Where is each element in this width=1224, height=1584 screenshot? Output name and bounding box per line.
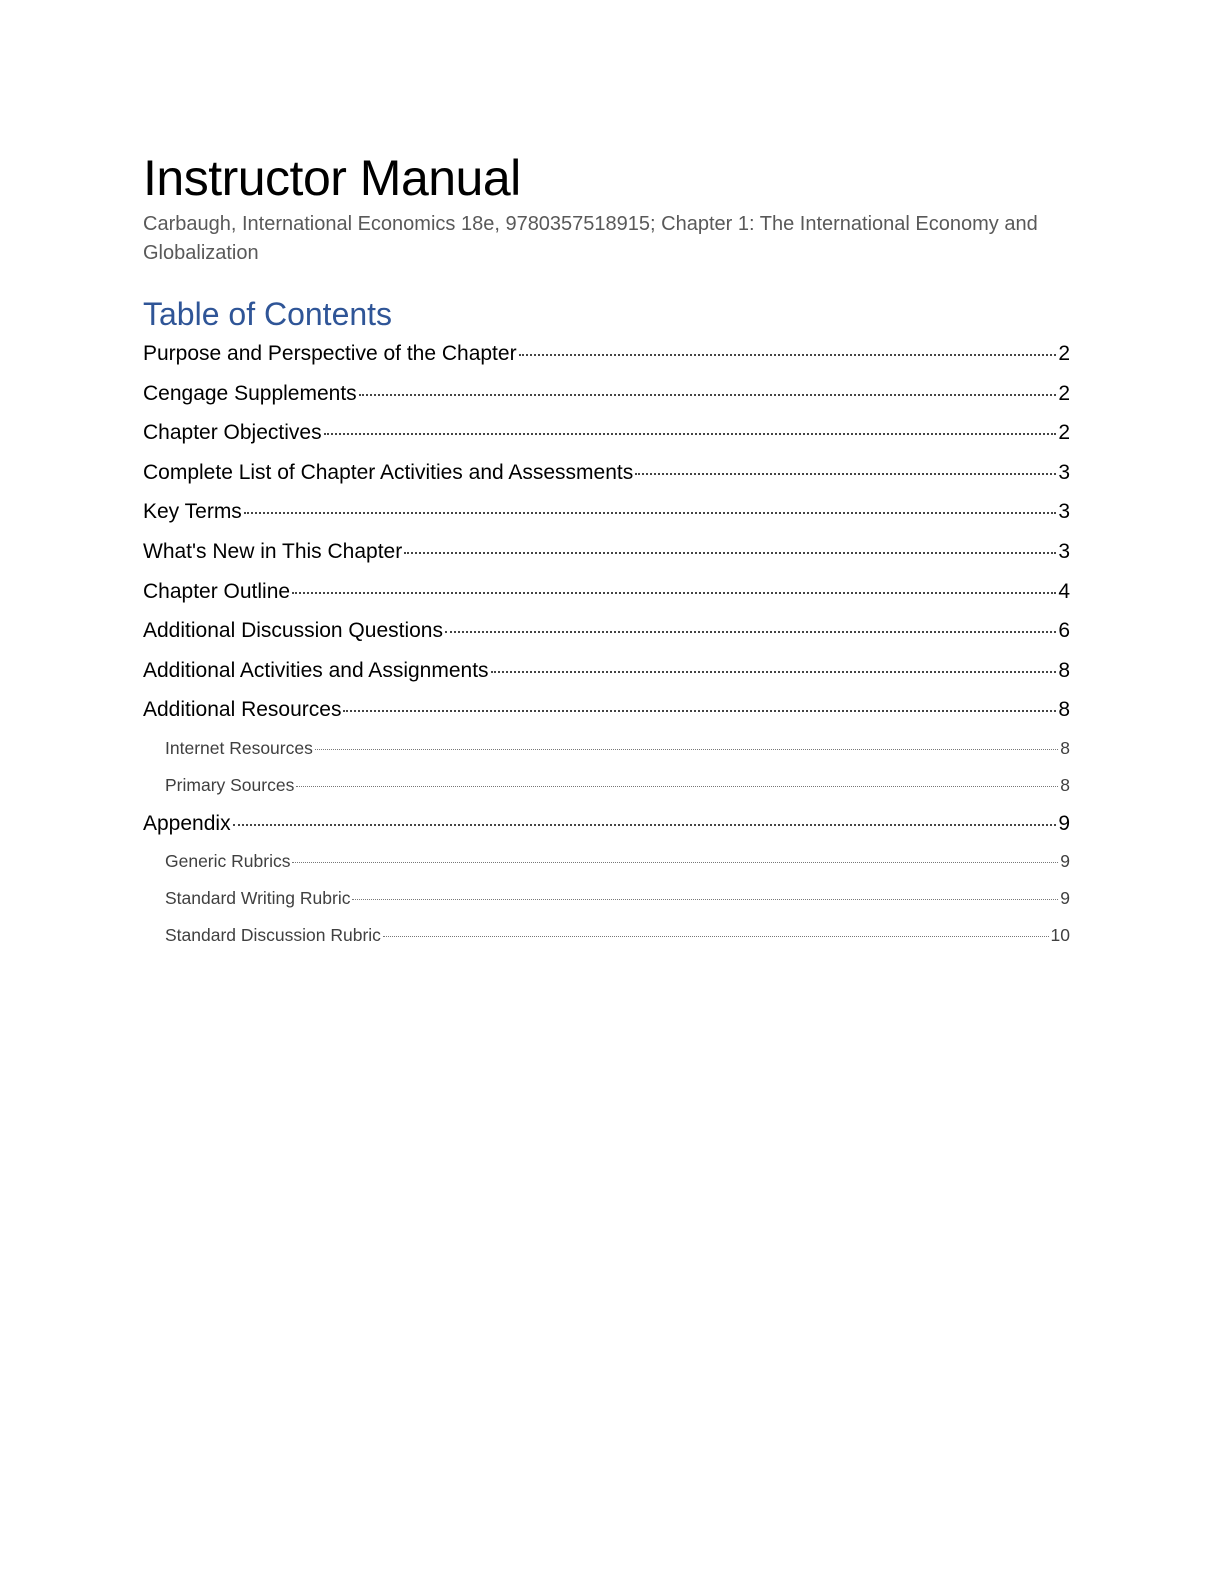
- toc-entry[interactable]: [143, 532, 1070, 572]
- toc-subentry[interactable]: [143, 730, 1070, 767]
- toc-page-number: 2: [1058, 421, 1070, 445]
- page-content: [143, 148, 1070, 954]
- document-title: Instructor Manual: [143, 150, 521, 206]
- toc-entry-label: Standard Discussion Rubric: [165, 924, 381, 945]
- toc-page-number: 2: [1058, 342, 1070, 365]
- toc-dot-leader: [445, 610, 1056, 633]
- toc-page-number: 3: [1058, 460, 1070, 484]
- toc-dot-leader: [359, 373, 1057, 396]
- toc-page-number: 8: [1060, 737, 1070, 758]
- toc-entry-label: Chapter Outline: [143, 579, 291, 603]
- toc-dot-leader: [315, 731, 1058, 750]
- toc-entry-label: Additional Activities and Assignments: [143, 658, 489, 682]
- table-of-contents: [143, 334, 1070, 954]
- toc-dot-leader: [404, 531, 1056, 554]
- toc-entry[interactable]: [143, 453, 1070, 493]
- toc-entry[interactable]: [143, 413, 1070, 453]
- toc-dot-leader: [233, 803, 1057, 826]
- toc-page-number: 10: [1050, 924, 1070, 945]
- toc-dot-leader: [296, 768, 1058, 787]
- document-subtitle: Carbaugh, International Economics 18e, 9780357518915; Chapter 1: The International Economy and Globalization: [143, 213, 1038, 264]
- toc-entry[interactable]: [143, 334, 1070, 374]
- toc-entry[interactable]: [143, 492, 1070, 532]
- toc-entry-label: Complete List of Chapter Activities and Assessments: [143, 460, 634, 484]
- toc-heading: Table of Contents: [143, 296, 393, 332]
- toc-entry-label: Purpose and Perspective of the Chapter: [143, 342, 517, 365]
- toc-dot-leader: [324, 412, 1057, 435]
- toc-page-number: 9: [1058, 811, 1070, 835]
- toc-entry-label: Primary Sources: [165, 774, 295, 795]
- toc-entry[interactable]: [143, 572, 1070, 612]
- toc-page-number: 3: [1058, 539, 1070, 563]
- toc-dot-leader: [519, 333, 1057, 356]
- toc-entry[interactable]: [143, 690, 1070, 730]
- toc-entry-label: Additional Resources: [143, 698, 342, 722]
- toc-subentry[interactable]: [143, 767, 1070, 804]
- toc-entry-label: Key Terms: [143, 500, 242, 524]
- toc-dot-leader: [343, 689, 1056, 712]
- toc-subentry[interactable]: [143, 917, 1070, 954]
- toc-page-number: 8: [1060, 774, 1070, 795]
- toc-entry[interactable]: [143, 611, 1070, 651]
- toc-subentry[interactable]: [143, 843, 1070, 880]
- toc-entry-label: Internet Resources: [165, 737, 313, 758]
- toc-entry-label: Generic Rubrics: [165, 851, 291, 872]
- toc-entry-label: Cengage Supplements: [143, 381, 357, 405]
- toc-entry[interactable]: [143, 374, 1070, 414]
- toc-page-number: 4: [1058, 579, 1070, 603]
- toc-entry-label: What's New in This Chapter: [143, 539, 403, 563]
- toc-dot-leader: [244, 491, 1057, 514]
- toc-subentry[interactable]: [143, 880, 1070, 917]
- toc-entry-label: Additional Discussion Questions: [143, 619, 443, 643]
- toc-page-number: 9: [1060, 851, 1070, 872]
- toc-page-number: 9: [1060, 887, 1070, 908]
- toc-page-number: 8: [1058, 658, 1070, 682]
- toc-entry[interactable]: [143, 804, 1070, 844]
- toc-page-number: 8: [1058, 698, 1070, 722]
- toc-entry-label: Standard Writing Rubric: [165, 887, 351, 908]
- toc-dot-leader: [292, 571, 1056, 594]
- toc-entry-label: Appendix: [143, 811, 231, 835]
- toc-entry-label: Chapter Objectives: [143, 421, 322, 445]
- toc-entry[interactable]: [143, 651, 1070, 691]
- toc-dot-leader: [491, 650, 1057, 673]
- toc-page-number: 2: [1058, 381, 1070, 405]
- toc-dot-leader: [635, 452, 1056, 475]
- toc-page-number: 3: [1058, 500, 1070, 524]
- toc-dot-leader: [383, 918, 1049, 937]
- toc-dot-leader: [292, 845, 1058, 864]
- toc-page-number: 6: [1058, 619, 1070, 643]
- toc-dot-leader: [352, 881, 1058, 900]
